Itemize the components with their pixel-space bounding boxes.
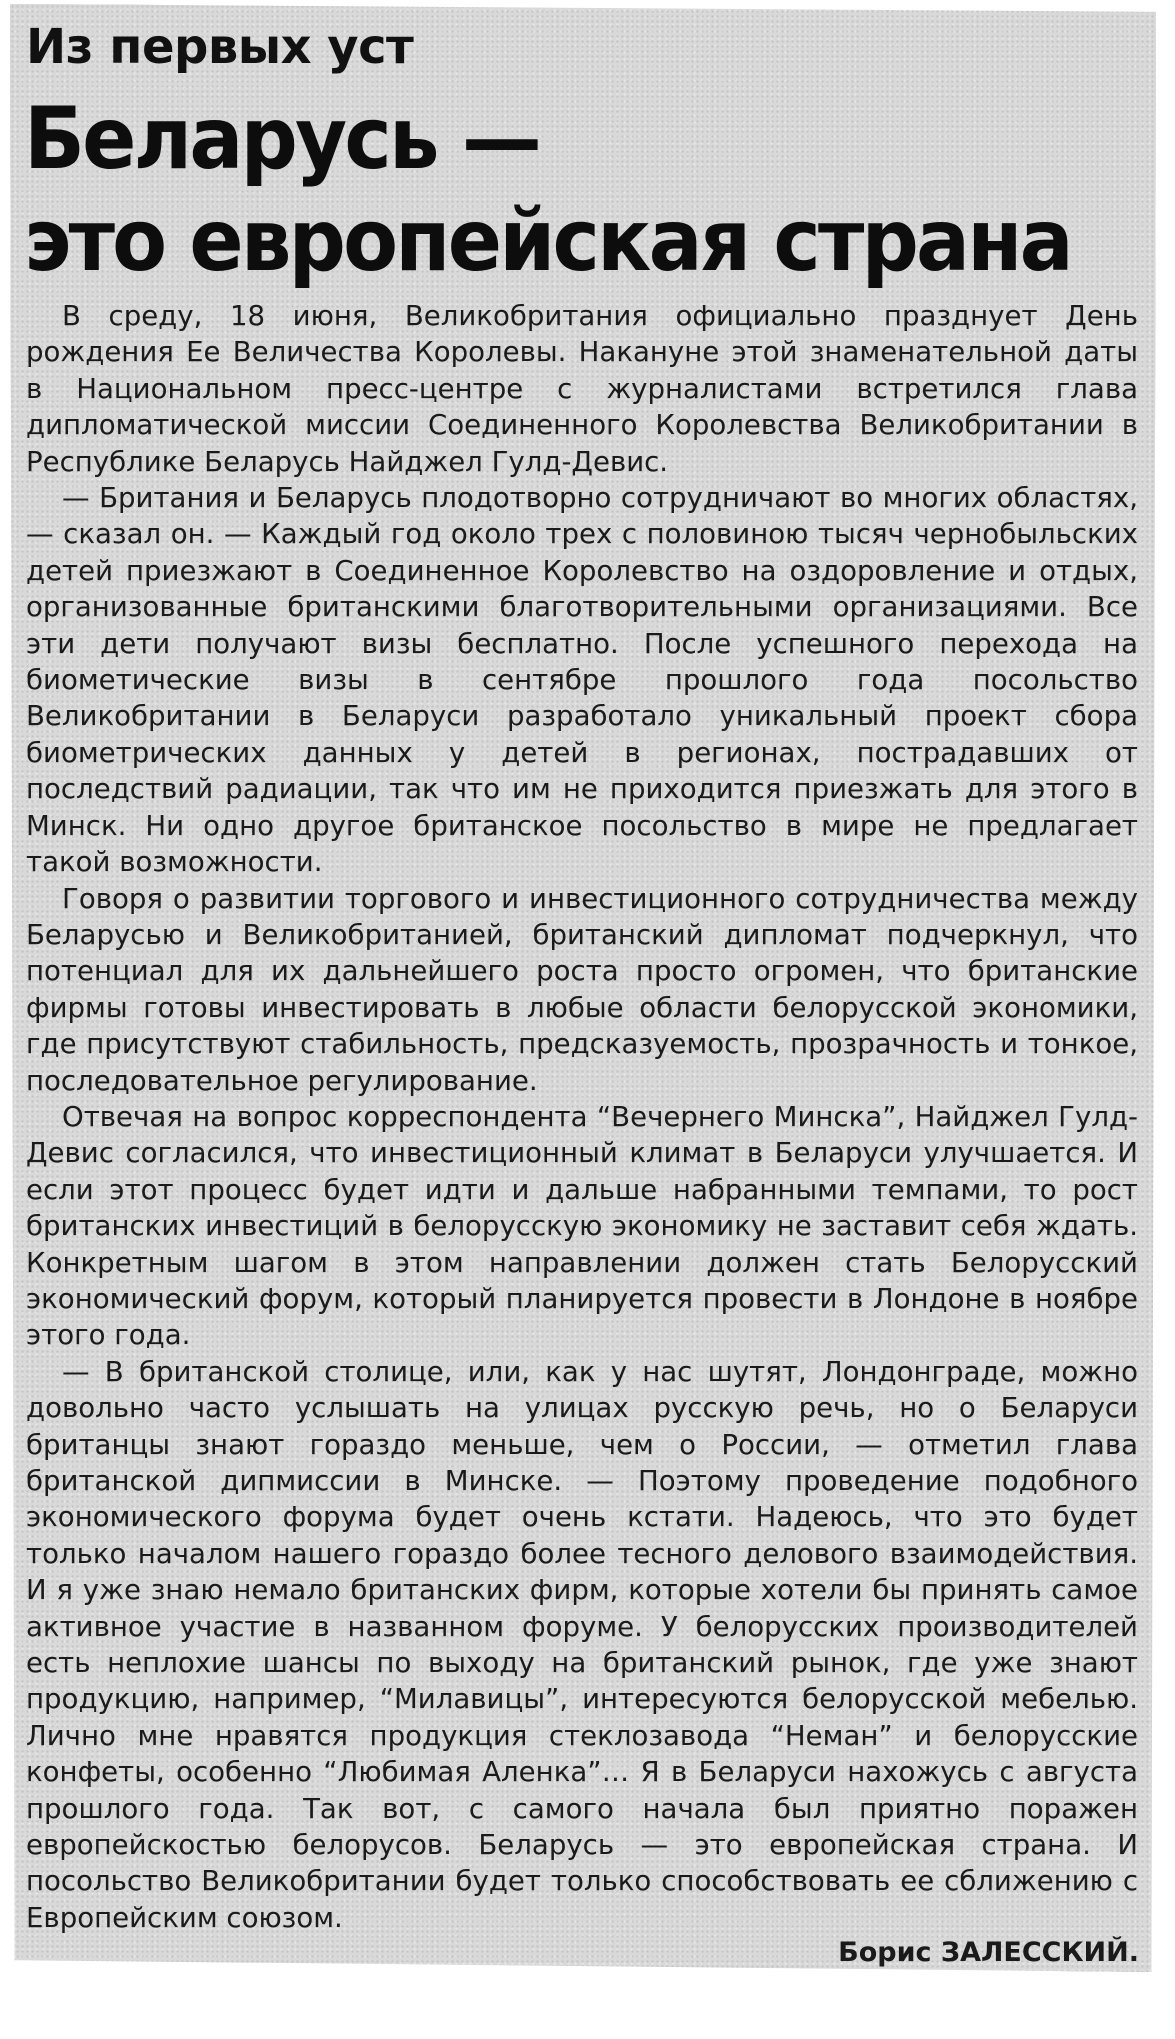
author-byline: Борис ЗАЛЕССКИЙ. (838, 1937, 1139, 1968)
headline-line-1: Беларусь — (24, 89, 540, 189)
article-paragraph: — В британской столице, или, как у нас шутят, Лондонграде, можно довольно часто услышать на улицах русскую речь, но о Беларуси британцы знают гораздо меньше, чем о России, — отметил глава британской дипмиссии в Минске. — Поэтому проведение подобного экономического форума будет очень кстати. Надеюсь, что это будет только началом нашего гораздо более тесного делового взаимодействия. И я уже знаю немало британских фирм, которые хотели бы принять самое активное участие в названном форуме. У белорусских производителей есть неплохие шансы по выходу на британский рынок, где уже знают продукцию, например, “Милавицы”, интересуются белорусской мебелью. Лично мне нравятся продукция стеклозавода “Неман” и белорусские конфеты, особенно “Любимая Аленка”… Я в Беларуси нахожусь с августа прошлого года. Так вот, с самого начала был приятно поражен европейскостью белорусов. Беларусь — это европейская страна. И посольство Великобритании будет только способствовать ее сближению с Европейским союзом. (26, 1354, 1138, 1934)
article-headline (24, 88, 1071, 292)
article-paragraph: В среду, 18 июня, Великобритания официально празднует День рождения Ее Величества Королевы. Накануне этой знаменательной даты в Национальном пресс-центре с журналистами встретился глава дипломатической миссии Соединенного Королевства Великобритании в Республике Беларусь Найджел Гулд-Девис. (26, 299, 1138, 478)
article-paragraph: Говоря о развитии торгового и инвестиционного сотрудничества между Беларусью и Великобританией, британский дипломат подчеркнул, что потенциал для их дальнейшего роста просто огромен, что британские фирмы готовы инвестировать в любые области белорусской экономики, где присутствуют стабильность, предсказуемость, прозрачность и тонкое, последовательное регулирование. (26, 881, 1138, 1097)
article-body (26, 298, 1138, 1936)
rubric-heading: Из первых уст (26, 19, 414, 75)
article-paragraph: — Британия и Беларусь плодотворно сотрудничают во многих областях, — сказал он. — Каждый год около трех с половиною тысяч чернобыльских детей приезжают в Соединенное Королевство на оздоровление и отдых, организованные британскими благотворительными организациями. Все эти дети получают визы бесплатно. После успешного перехода на биометические визы в сентябре прошлого года посольство Великобритании в Беларуси разработало уникальный проект сбора биометрических данных у детей в регионах, пострадавших от последствий радиации, так что им не приходится приезжать для этого в Минск. Ни одно другое британское посольство в мире не предлагает такой возможности. (26, 481, 1138, 879)
article-paragraph: Отвечая на вопрос корреспондента “Вечернего Минска”, Найджел Гулд-Девис согласился, что инвестиционный климат в Беларуси улучшается. И если этот процесс будет идти и дальше набранными темпами, то рост британских инвестиций в белорусскую экономику не заставит себя ждать. Конкретным шагом в этом направлении должен стать Белорусский экономический форум, который планируется провести в Лондоне в ноябре этого года. (26, 1099, 1138, 1352)
headline-line-2: это европейская страна (24, 191, 1071, 291)
